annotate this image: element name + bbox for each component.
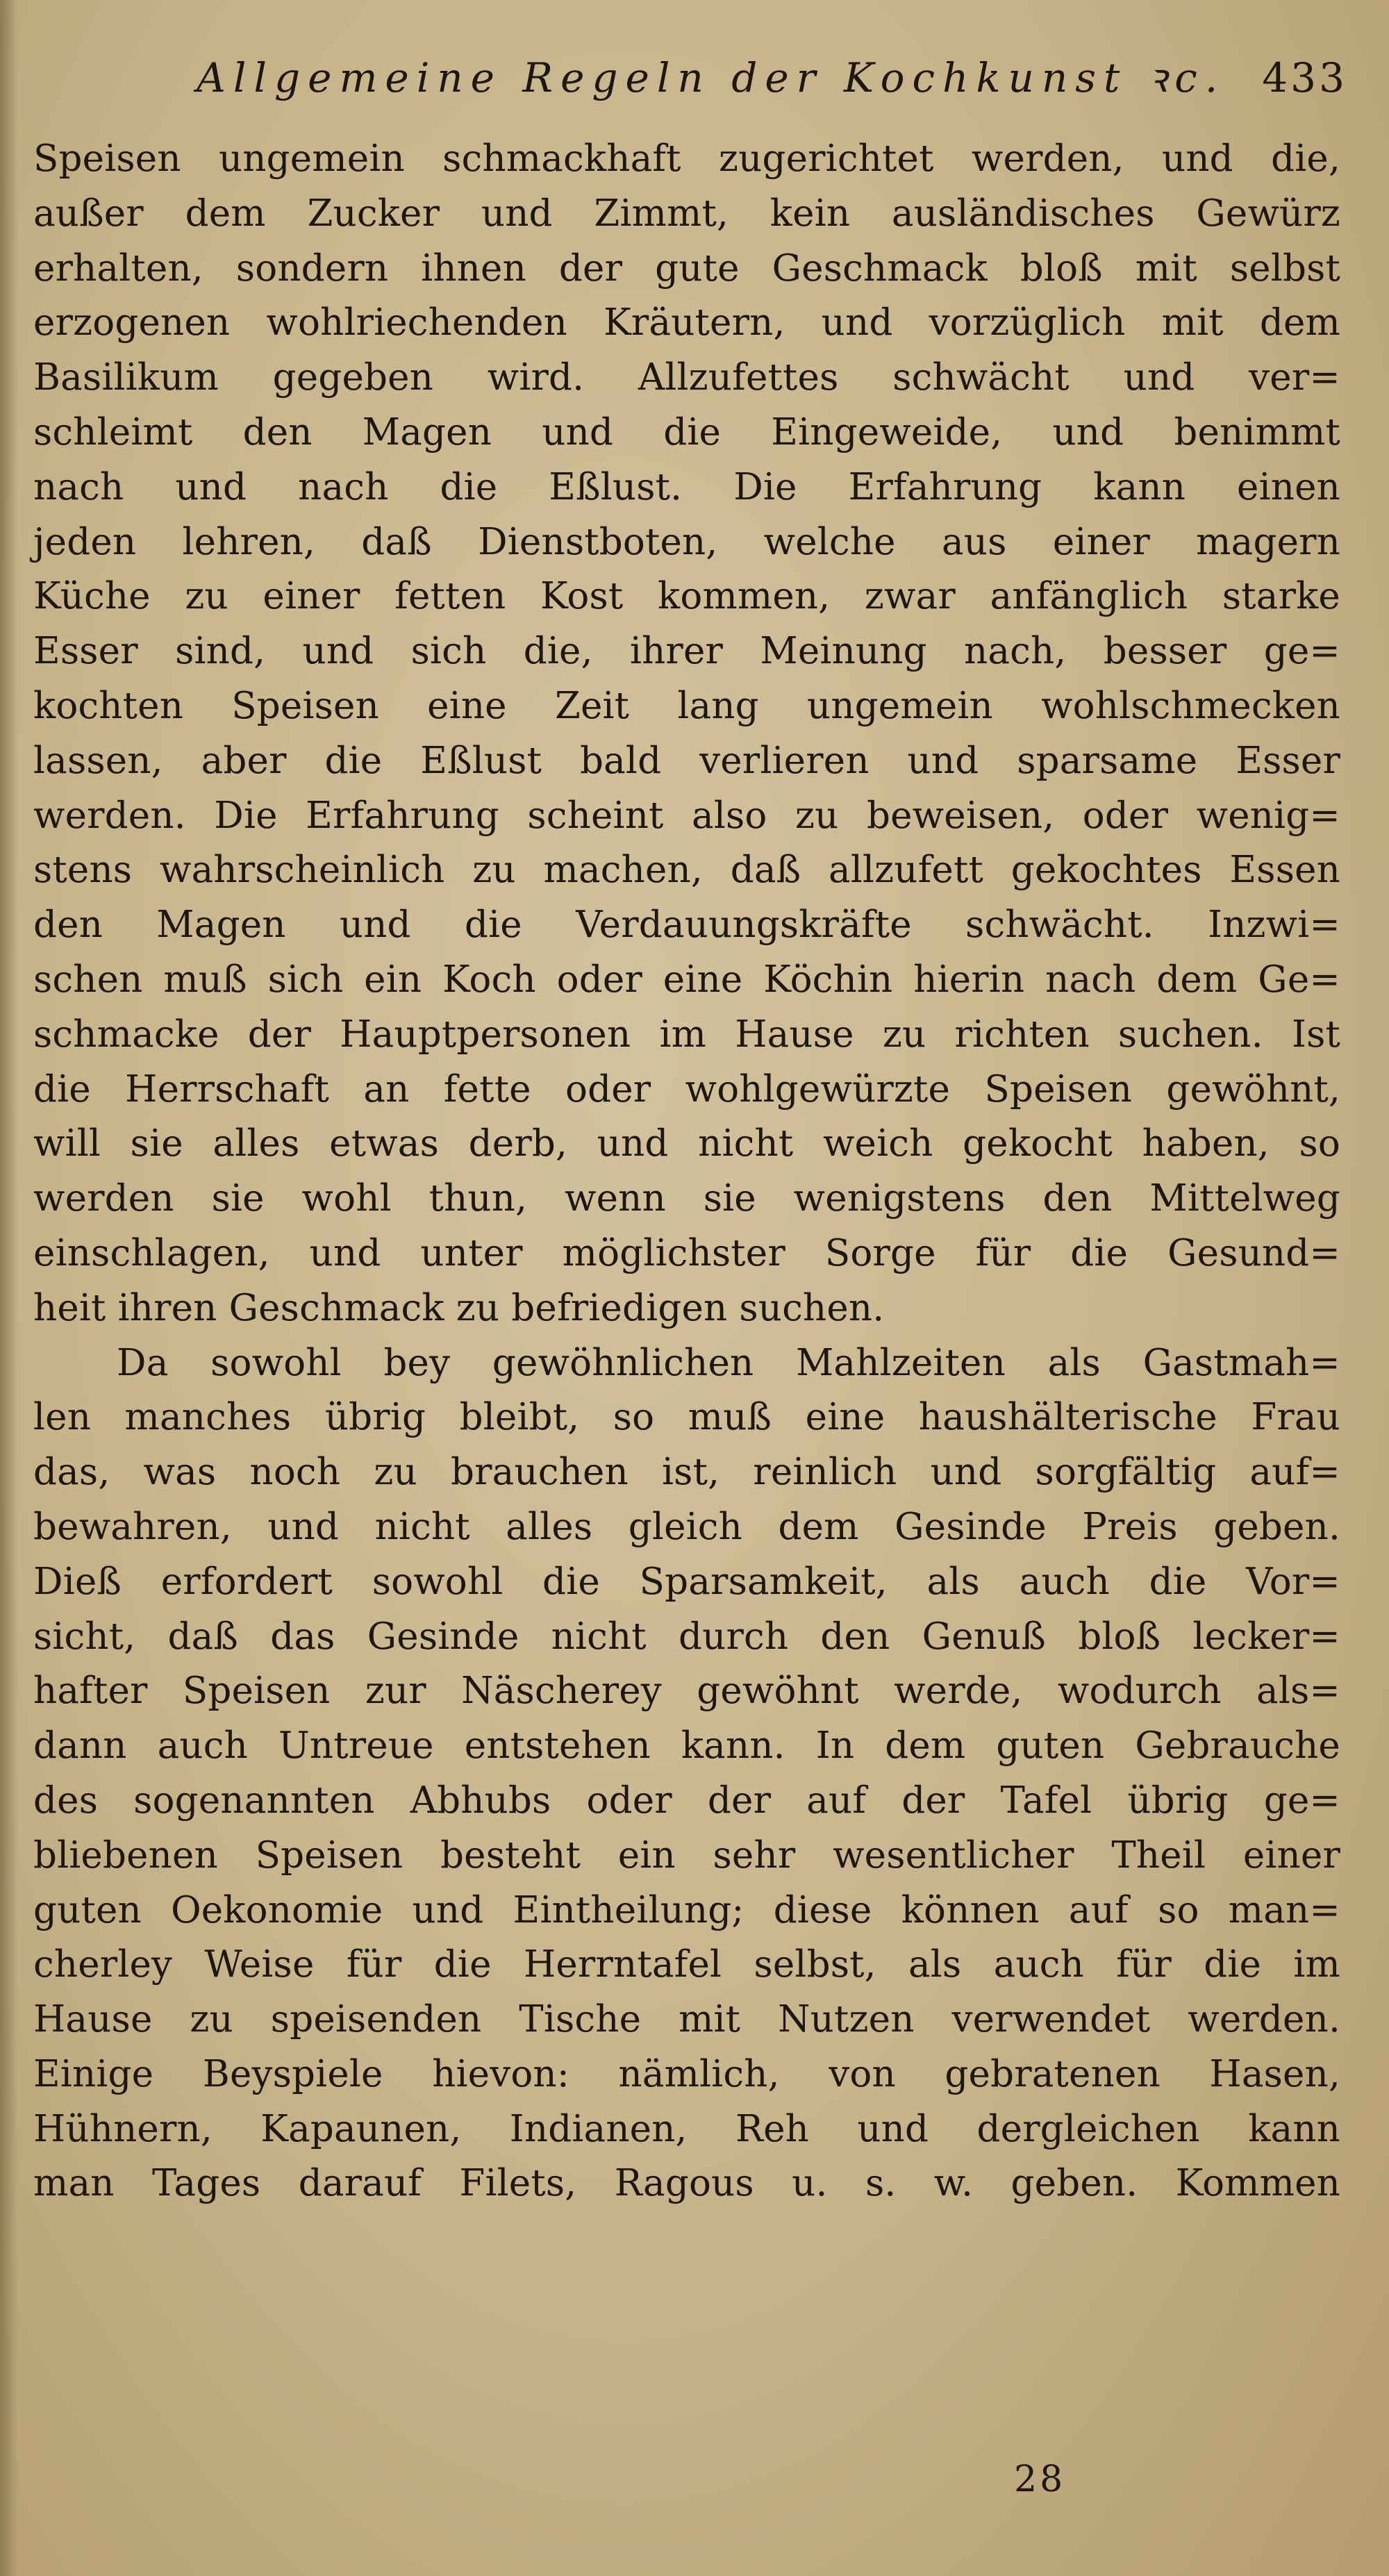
text-line: des sogenannten Abhubs oder der auf der Tafel übrig ge= [33,1779,1340,1822]
text-line: kochten Speisen eine Zeit lang ungemein wohlschmecken [33,684,1340,727]
signature-mark: 28 [1014,2459,1066,2500]
text-line: schen muß sich ein Koch oder eine Köchin hierin nach dem Ge= [33,958,1340,1001]
text-line: stens wahrscheinlich zu machen, daß allzufett gekochtes Essen [33,849,1340,892]
text-line: will sie alles etwas derb, und nicht weich gekocht haben, so [33,1122,1340,1165]
running-head [33,49,1347,132]
body-text [33,132,1340,2211]
text-line: Dieß erfordert sowohl die Sparsamkeit, als auch die Vor= [33,1560,1340,1603]
text-line: man Tages darauf Filets, Ragous u. s. w. geben. Kommen [33,2162,1340,2205]
text-line: Esser sind, und sich die, ihrer Meinung nach, besser ge= [33,630,1340,673]
page-number: 433 [1262,54,1347,101]
text-line: jeden lehren, daß Dienstboten, welche aus einer magern [33,520,1340,563]
text-line: sicht, daß das Gesinde nicht durch den Genuß bloß lecker= [33,1615,1340,1658]
text-line: die Herrschaft an fette oder wohlgewürzte Speisen gewöhnt, [33,1067,1340,1111]
text-line: werden sie wohl thun, wenn sie wenigstens den Mittelweg [33,1177,1340,1220]
text-line: lassen, aber die Eßlust bald verlieren und sparsame Esser [33,739,1340,782]
text-line: heit ihren Geschmack zu befriedigen suchen. [33,1286,885,1329]
text-line: schleimt den Magen und die Eingeweide, und benimmt [33,410,1340,454]
text-line: bliebenen Speisen besteht ein sehr wesentlicher Theil einer [33,1834,1340,1877]
text-line: Küche zu einer fetten Kost kommen, zwar anfänglich starke [33,575,1340,618]
text-line: den Magen und die Verdauungskräfte schwächt. Inzwi= [33,904,1340,947]
text-line: Basilikum gegeben wird. Allzufettes schwächt und ver= [33,356,1340,399]
text-line: Hause zu speisenden Tische mit Nutzen verwendet werden. [33,1998,1340,2041]
text-line: werden. Die Erfahrung scheint also zu beweisen, oder wenig= [33,794,1340,837]
running-title: Allgemeine Regeln der Kochkunst ꝛc. [197,54,1226,101]
text-line: nach und nach die Eßlust. Die Erfahrung kann einen [33,465,1340,508]
text-line: das, was noch zu brauchen ist, reinlich und sorgfältig auf= [33,1451,1340,1494]
text-line: erhalten, sondern ihnen der gute Geschmack bloß mit selbst [33,247,1340,290]
text-line: bewahren, und nicht alles gleich dem Gesinde Preis geben. [33,1505,1340,1548]
text-line: schmacke der Hauptpersonen im Hause zu richten suchen. Ist [33,1013,1340,1056]
text-line: Speisen ungemein schmackhaft zugerichtet werden, und die, [33,138,1340,180]
text-line: hafter Speisen zur Näscherey gewöhnt werde, wodurch als= [33,1670,1340,1713]
text-line: len manches übrig bleibt, so muß eine haushälterische Frau [33,1396,1340,1439]
text-line: cherley Weise für die Herrntafel selbst, als auch für die im [33,1943,1340,1986]
text-line: guten Oekonomie und Eintheilung; diese können auf so man= [33,1888,1340,1931]
text-line: Einige Beyspiele hievon: nämlich, von gebratenen Hasen, [33,2052,1340,2095]
text-line: dann auch Untreue entstehen kann. In dem guten Gebrauche [33,1725,1340,1768]
text-line: einschlagen, und unter möglichster Sorge für die Gesund= [33,1231,1340,1274]
text-line: Hühnern, Kapaunen, Indianen, Reh und dergleichen kann [33,2107,1340,2150]
text-line: Da sowohl bey gewöhnlichen Mahlzeiten als Gastmah= [117,1341,1340,1384]
text-line: erzogenen wohlriechenden Kräutern, und vorzüglich mit dem [33,301,1340,344]
text-line: außer dem Zucker und Zimmt, kein ausländisches Gewürz [33,192,1340,235]
